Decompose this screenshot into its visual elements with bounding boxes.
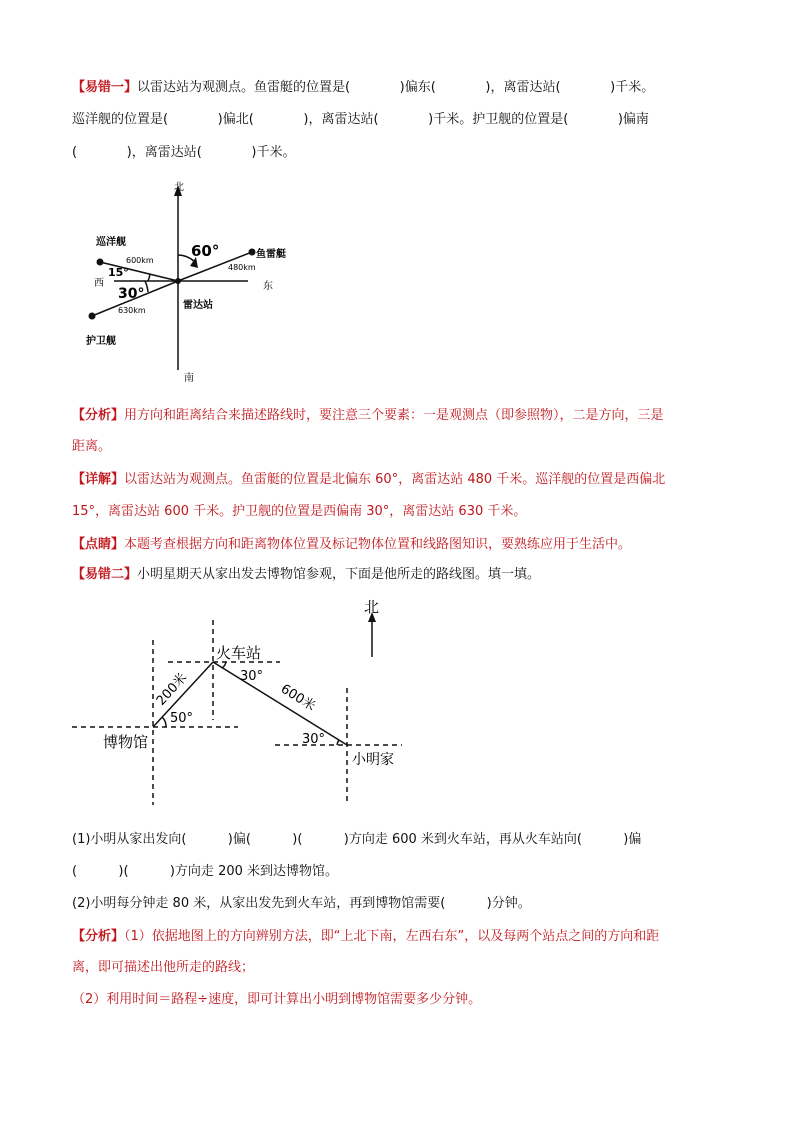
question-text: ( )( )方向走 200 米到达博物馆。 — [72, 864, 339, 879]
distance-museum-label: 200米 — [153, 670, 191, 709]
analysis-text: 距离。 — [72, 439, 112, 454]
distance-torpedo-label: 480km — [228, 263, 256, 272]
angle-arc-station — [222, 662, 226, 668]
radar-station-label: 雷达站 — [183, 300, 213, 311]
museum-label: 博物馆 — [103, 733, 149, 751]
question-text: (2)小明每分钟走 80 米，从家出发先到火车站，再到博物馆需要( )分钟。 — [72, 896, 531, 911]
angle-torpedo-label: 60° — [191, 242, 220, 260]
analysis-text: 用方向和距离结合来描述路线时，要注意三个要素：一是观测点（即参照物），二是方向，三是 — [124, 408, 664, 423]
west-label: 西 — [94, 278, 104, 289]
question-text: 巡洋舰的位置是( )偏北( )，离雷达站( )千米。护卫舰的位置是( )偏南 — [72, 112, 649, 127]
cruiser-label: 巡洋舰 — [96, 237, 126, 248]
station-home-route — [213, 662, 347, 745]
comment-tag: 【点睛】 — [72, 537, 125, 552]
detail-text: 以雷达站为观测点。鱼雷艇的位置是北偏东 60°，离雷达站 480 千米。巡洋舰的位置是西偏北 — [124, 472, 666, 487]
angle-museum-label: 50° — [170, 711, 194, 726]
analysis-text: 离，即可描述出他所走的路线； — [72, 960, 255, 975]
question-2-2 — [72, 896, 531, 912]
distance-home-label: 600米 — [277, 681, 318, 715]
analysis-tag: 【分析】 — [72, 929, 125, 944]
angle-cruiser-label: 15° — [108, 266, 129, 279]
analysis-2-line-2 — [72, 960, 254, 976]
angle-arc-museum — [162, 717, 166, 727]
analysis-2-line-3 — [72, 992, 481, 1008]
question-text: (1)小明从家出发向( )偏( )( )方向走 600 米到火车站，再从火车站向( )偏 — [72, 832, 642, 847]
question-text: 小明星期天从家出发去博物馆参观，下面是他所走的路线图。填一填。 — [137, 567, 541, 582]
angle-home-label: 30° — [302, 732, 326, 747]
analysis-tag: 【分析】 — [72, 408, 125, 423]
angle-frigate-label: 30° — [118, 286, 145, 302]
north-label: 北 — [364, 598, 380, 616]
detail-tag: 【详解】 — [72, 472, 125, 487]
distance-cruiser-label: 600km — [126, 256, 154, 265]
angle-station-label: 30° — [240, 669, 264, 684]
section-tag-1: 【易错一】 — [72, 80, 138, 95]
analysis-text: （1）依据地图上的方向辨别方法，即“上北下南，左西右东”，以及每两个站点之间的方向和距 — [124, 929, 660, 944]
detail-text: 15°，离雷达站 600 千米。护卫舰的位置是西偏南 30°，离雷达站 630 千米。 — [72, 504, 527, 519]
question-2-1-line-2 — [72, 864, 338, 880]
question-2-1-line-1 — [72, 832, 641, 848]
section-tag-2: 【易错二】 — [72, 567, 138, 582]
distance-frigate-label: 630km — [118, 306, 146, 315]
analysis-text: （2）利用时间＝路程÷速度，即可计算出小明到博物馆需要多少分钟。 — [72, 992, 482, 1007]
frigate-label: 护卫舰 — [86, 336, 116, 347]
torpedo-label: 鱼雷艇 — [256, 249, 286, 260]
question-text: ( )，离雷达站( )千米。 — [72, 145, 296, 160]
analysis-2-line-1 — [72, 929, 659, 945]
comment-text: 本题考查根据方向和距离物体位置及标记物体位置和线路图知识，要熟练应用于生活中。 — [124, 537, 632, 552]
south-label: 南 — [184, 373, 194, 384]
north-label: 北 — [174, 182, 184, 193]
home-label: 小明家 — [352, 752, 394, 768]
east-label: 东 — [263, 281, 273, 292]
question-text: 以雷达站为观测点。鱼雷艇的位置是( )偏东( )，离雷达站( )千米。 — [137, 80, 655, 95]
train-station-label: 火车站 — [216, 644, 262, 662]
